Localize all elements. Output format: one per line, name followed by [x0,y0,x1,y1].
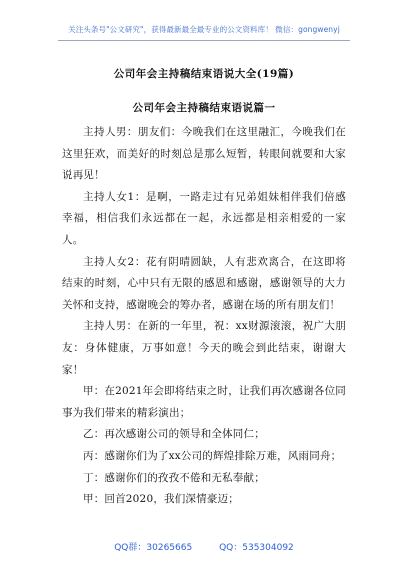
paragraph: 甲：回首2020，我们深情豪迈； [83,493,239,506]
header-divider [58,40,350,41]
paragraph: 主持人男：在新的一年里，祝：xx财源滚滚，祝广大朋友：身体健康，万事如意！今天的晚会到此结束，谢谢大家！ [62,320,346,376]
footer-qq-contact: QQ：535304092 [219,543,294,553]
document-title: 公司年会主持稿结束语说大全(19篇) [113,68,295,80]
header-note: 关注头条号"公文研究"，获得最新最全最专业的公文资料库！ 微信：gongwenyj [68,25,340,34]
footer [0,540,408,553]
paragraph: 甲：在2021年会即将结束之时，让我们再次感谢各位同事为我们带来的精彩演出； [62,385,346,419]
footer-qq-group: QQ群：30265665 [114,543,193,553]
paragraph: 丁：感谢你们的孜孜不倦和无私奉献； [83,471,265,484]
paragraph: 主持人女2：花有阴晴圆缺，人有悲欢离合，在这即将结束的时刻，心中只有无限的感恩和感谢，感谢领导的大力关怀和支持，感谢晚会的筹办者，感谢在场的所有朋友们！ [62,255,346,311]
document-body [62,122,346,511]
paragraph: 主持人女1：是啊，一路走过有兄弟姐妹相伴我们倍感幸福，相信我们永远都在一起，永远都是相亲相爱的一家人。 [62,190,346,246]
section-title: 公司年会主持稿结束语说篇一 [132,102,276,114]
paragraph: 主持人男：朋友们：今晚我们在这里融汇，今晚我们在这里狂欢，而美好的时刻总是那么短暂，转眼间就要和大家说再见！ [62,126,346,182]
paragraph: 乙：再次感谢公司的领导和全体同仁； [83,428,265,441]
paragraph: 丙：感谢你们为了xx公司的辉煌排除万难，风雨同舟； [83,449,342,462]
